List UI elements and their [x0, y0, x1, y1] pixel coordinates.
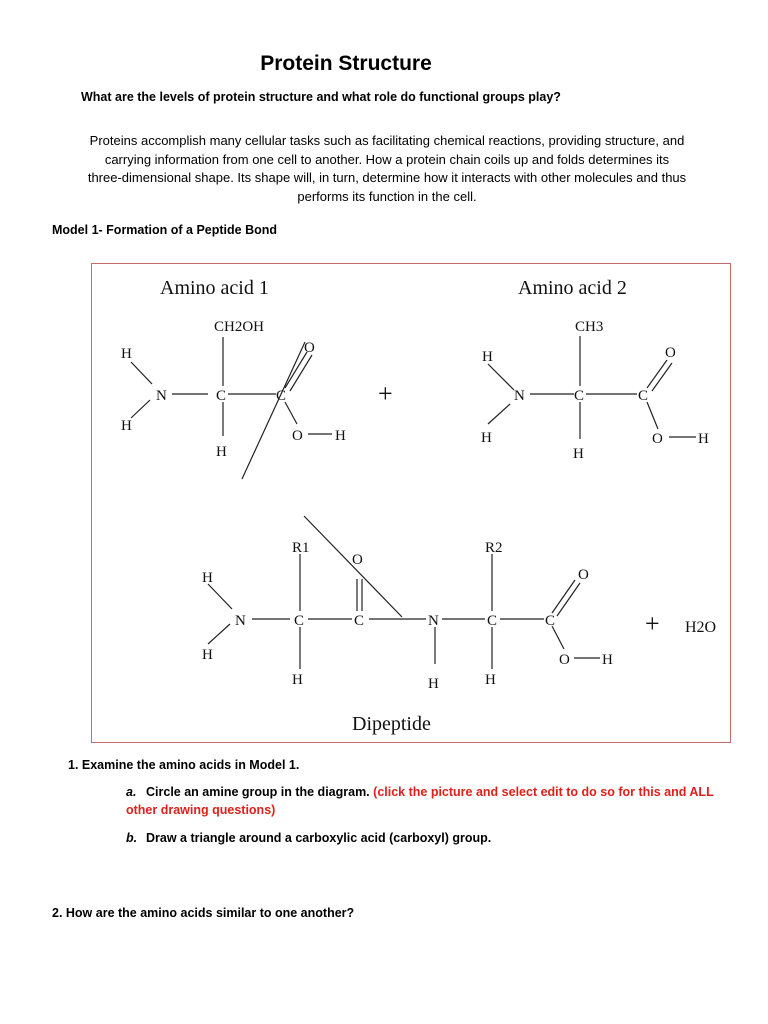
question-1b: [126, 829, 716, 847]
hydrogen-atom: H: [202, 647, 213, 663]
nitrogen-atom: N: [514, 388, 525, 404]
hydrogen-atom: H: [335, 428, 346, 444]
side-chain-2-label: CH3: [575, 319, 604, 335]
carbon-atom: C: [638, 388, 649, 404]
oxygen-atom: O: [292, 428, 303, 444]
intro-line: Proteins accomplish many cellular tasks such as facilitating chemical reactions, providing structure, and: [89, 133, 685, 148]
carbon-atom: C: [487, 613, 498, 629]
nitrogen-atom: N: [156, 388, 167, 404]
oxygen-atom: O: [652, 431, 663, 447]
carbon-atom: C: [276, 388, 287, 404]
hydrogen-atom: H: [121, 418, 132, 434]
oxygen-atom: O: [352, 552, 363, 568]
question-1a: [126, 783, 716, 819]
oxygen-atom: O: [578, 567, 589, 583]
r2-label: R2: [485, 540, 503, 556]
intro-line: three-dimensional shape. Its shape will, in turn, determine how it interacts with other molecules and thus: [87, 170, 687, 185]
amino-acid-1-label: Amino acid 1: [160, 277, 269, 299]
question-1: 1. Examine the amino acids in Model 1.: [68, 758, 300, 772]
dipeptide-label: Dipeptide: [352, 713, 431, 735]
side-chain-1-label: CH2OH: [214, 319, 265, 335]
hydrogen-atom: H: [602, 652, 613, 668]
oxygen-atom: O: [665, 345, 676, 361]
question-1a-text: Circle an amine group in the diagram.: [146, 785, 370, 799]
hydrogen-atom: H: [121, 346, 132, 362]
oxygen-atom: O: [304, 340, 315, 356]
hydrogen-atom: H: [428, 676, 439, 692]
carbon-atom: C: [545, 613, 556, 629]
intro-paragraph: [52, 132, 722, 206]
guiding-question: What are the levels of protein structure and what role do functional groups play?: [81, 90, 561, 104]
model-heading: Model 1- Formation of a Peptide Bond: [52, 223, 277, 237]
question-1a-instruction: (click the picture and select edit to do so for this and ALL other drawing questions): [126, 785, 714, 817]
carbon-atom: C: [354, 613, 365, 629]
peptide-bond-svg: [92, 264, 730, 742]
nitrogen-atom: N: [428, 613, 439, 629]
hydrogen-atom: H: [216, 444, 227, 460]
carbon-atom: C: [574, 388, 585, 404]
question-1b-text: Draw a triangle around a carboxylic acid (carboxyl) group.: [146, 831, 492, 845]
oxygen-atom: O: [559, 652, 570, 668]
carbon-atom: C: [216, 388, 227, 404]
question-2: 2. How are the amino acids similar to one another?: [52, 906, 355, 920]
hydrogen-atom: H: [573, 446, 584, 462]
hydrogen-atom: H: [202, 570, 213, 586]
question-1a-letter: a.: [126, 785, 137, 799]
nitrogen-atom: N: [235, 613, 246, 629]
page-title: Protein Structure: [260, 52, 432, 75]
intro-line: carrying information from one cell to another. How a protein chain coils up and folds determines its: [104, 151, 670, 167]
hydrogen-atom: H: [698, 431, 709, 447]
carbon-atom: C: [294, 613, 305, 629]
peptide-bond-diagram[interactable]: [91, 263, 731, 743]
question-1b-letter: b.: [126, 831, 138, 845]
r1-label: R1: [292, 540, 310, 556]
amino-acid-2-label: Amino acid 2: [518, 277, 627, 299]
plus-sign: +: [378, 379, 393, 408]
hydrogen-atom: H: [482, 349, 493, 365]
water-label: H2O: [685, 619, 717, 636]
hydrogen-atom: H: [292, 672, 303, 688]
intro-line: performs its function in the cell.: [297, 188, 477, 204]
plus-sign: +: [645, 609, 660, 638]
hydrogen-atom: H: [481, 430, 492, 446]
hydrogen-atom: H: [485, 672, 496, 688]
